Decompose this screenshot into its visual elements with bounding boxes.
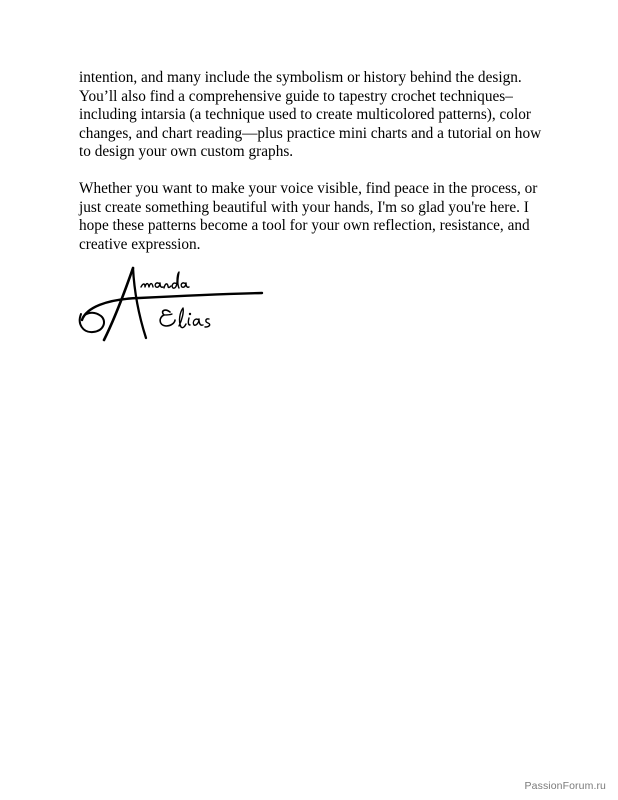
- handwritten-signature: [76, 264, 266, 350]
- letter-body: [79, 69, 549, 272]
- paragraph-2: Whether you want to make your voice visible, find peace in the process, or just create something beautiful with your hands, I'm so glad you're here. I hope these patterns become a tool for your own reflection, resistance, and creative expression.: [79, 179, 538, 253]
- watermark-text: PassionForum.ru: [524, 780, 606, 792]
- paragraph-1: intention, and many include the symbolism or history behind the design. You’ll also find a comprehensive guide to tapestry crochet techniques–including intarsia (a technique used to create multicolored patterns), color changes, and chart reading—plus practice mini charts and a tutorial on how to design your own custom graphs.: [79, 69, 542, 161]
